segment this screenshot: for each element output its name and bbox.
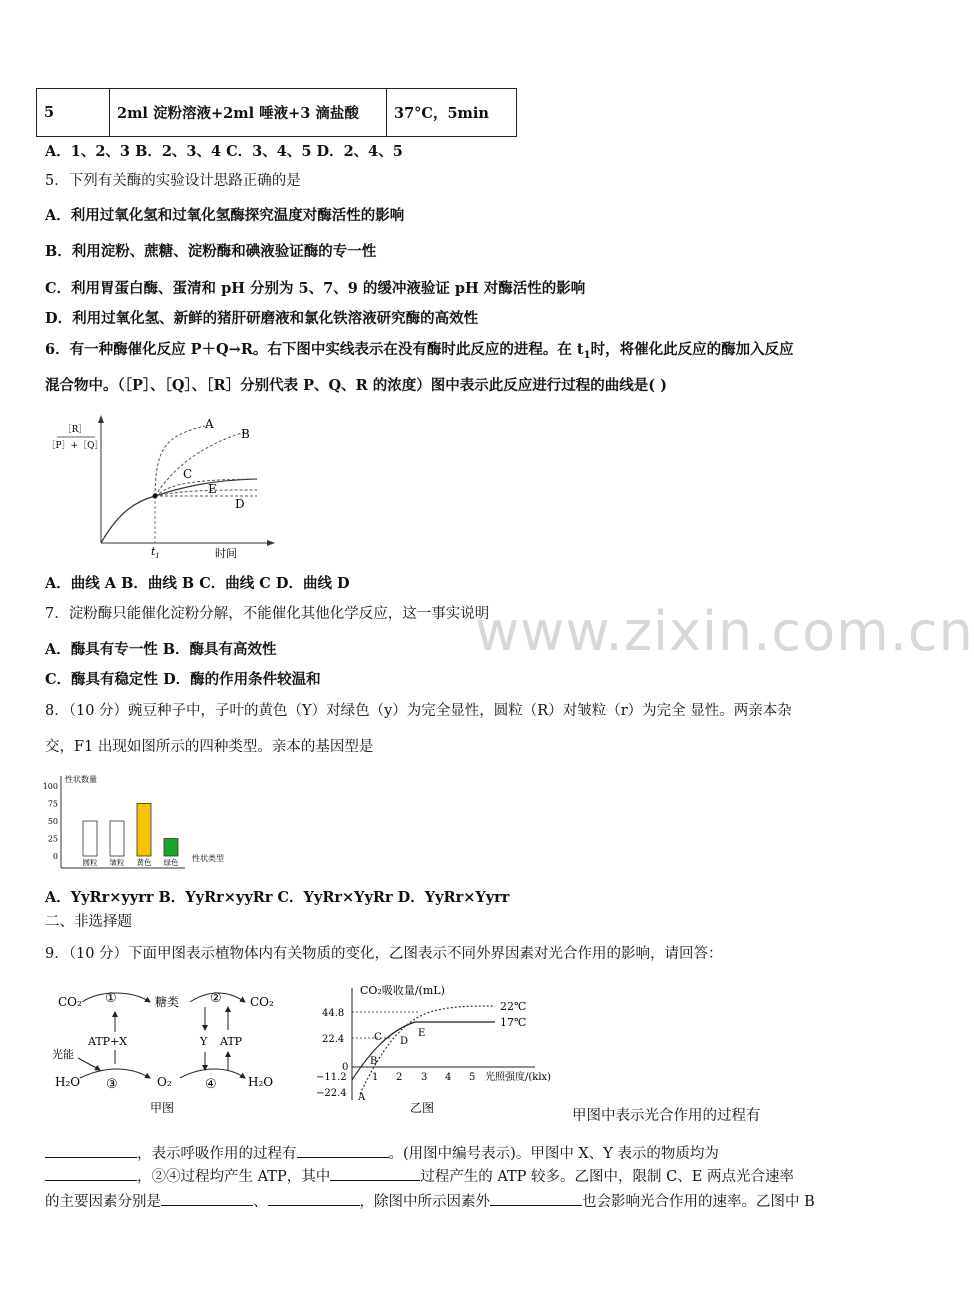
jia-h2o-right: H₂O [248, 1075, 274, 1089]
q8-stem-line2: 交，F1 出现如图所示的四种类型。亲本的基因型是 [45, 739, 374, 755]
bar-1 [110, 821, 124, 856]
q7-stem: 7．淀粉酶只能催化淀粉分解，不能催化其他化学反应，这一事实说明 [45, 606, 490, 622]
yi-xtick: 2 [396, 1072, 403, 1083]
jia-diagram [50, 982, 300, 1117]
q9-text: ，②④过程均产生 ATP，其中 [137, 1169, 331, 1185]
answer-blank[interactable] [45, 1142, 137, 1158]
table-cell: 5 [37, 89, 110, 137]
yi-ytick: 0 [342, 1062, 349, 1073]
q5-option-d: D．利用过氧化氢、新鲜的猪肝研磨液和氯化铁溶液研究酶的高效性 [45, 310, 479, 327]
bar-category-label: 黄色 [136, 858, 152, 867]
answer-blank[interactable] [330, 1165, 420, 1181]
q5-option-c: C．利用胃蛋白酶、蛋清和 pH 分别为 5、7、9 的缓冲液验证 pH 对酶活性的影响 [45, 280, 586, 297]
answer-blank[interactable] [161, 1190, 253, 1206]
yi-graph [310, 982, 570, 1117]
yi-xtick: 3 [421, 1072, 428, 1083]
bar-category-label: 圆粒 [82, 858, 98, 867]
yi-caption: 乙图 [410, 1101, 435, 1115]
bar-chart-ytick: 75 [47, 799, 58, 809]
q8-stem-line1: 8．（10 分）豌豆种子中，子叶的黄色（Y）对绿色（y）为完全显性，圆粒（R）对皱粒（r）为完全 显性。两亲本杂 [45, 703, 792, 719]
q6-options: A．曲线 A B．曲线 B C．曲线 C D．曲线 D [45, 575, 350, 592]
bar-chart-ytick: 50 [47, 817, 58, 826]
bar-2 [137, 804, 151, 857]
jia-o2: O₂ [157, 1075, 172, 1089]
jia-process-4: ④ [205, 1077, 217, 1092]
jia-process-2: ② [210, 991, 222, 1006]
jia-y: Y [200, 1035, 208, 1048]
table-cell: 2ml 淀粉溶液+2ml 唾液+3 滴盐酸 [110, 89, 387, 137]
experiment-table [36, 88, 517, 137]
fig-ylabel-top: ［R］ [62, 425, 88, 435]
jia-h2o-left: H₂O [55, 1075, 81, 1089]
yi-xlabel: 光照强度/(klx) [485, 1072, 552, 1083]
answer-blank[interactable] [490, 1190, 582, 1206]
answer-blank[interactable] [297, 1142, 389, 1158]
bar-chart-xlabel: 性状类型 [192, 854, 224, 863]
q5-option-a: A．利用过氧化氢和过氧化氢酶探究温度对酶活性的影响 [45, 207, 405, 224]
q9-line3 [45, 1165, 794, 1187]
yi-ytick: 44.8 [322, 1008, 345, 1019]
q5-stem: 5．下列有关酶的实验设计思路正确的是 [45, 173, 301, 189]
q6-stem-line2: 混合物中。（［P］、［Q］、［R］分别代表 P、Q、R 的浓度）图中表示此反应进行过程的曲线是( ) [45, 377, 668, 394]
yi-point-c: C [374, 1032, 382, 1043]
q6-stem-sub: 1 [583, 349, 591, 361]
yi-ylabel: CO₂吸收量/(mL) [360, 984, 445, 997]
f1-bar-chart [42, 770, 245, 882]
jia-process-1: ① [105, 991, 117, 1006]
answer-blank[interactable] [268, 1190, 360, 1206]
yi-ytick: −22.4 [316, 1088, 347, 1099]
jia-sugar: 糖类 [155, 995, 180, 1009]
bar-3 [164, 839, 178, 857]
q7-options-ab: A．酶具有专一性 B．酶具有高效性 [45, 641, 277, 658]
q9-text: 。(用图中编号表示)。甲图中 X、Y 表示的物质均为 [388, 1146, 719, 1162]
curve-label-a: A [205, 417, 214, 431]
yi-point-d: D [400, 1036, 409, 1047]
yi-legend-22: 22℃ [500, 1000, 527, 1013]
q9-text: 、 [253, 1194, 268, 1210]
watermark: www.zixin.com.cn [475, 600, 974, 663]
yi-xtick: 1 [372, 1072, 379, 1083]
bar-chart-ylabel: 性状数量 [65, 775, 97, 784]
bar-chart-ytick: 25 [47, 834, 58, 844]
yi-xtick: 4 [445, 1072, 452, 1083]
yi-point-b: B [370, 1056, 378, 1067]
jia-light-energy: 光能 [52, 1048, 74, 1061]
bar-0 [83, 821, 97, 856]
answer-blank[interactable] [45, 1165, 137, 1181]
fig-xlabel: 时间 [215, 547, 237, 560]
q4-options: A．1、2、3 B．2、3、4 C．3、4、5 D．2、4、5 [45, 143, 403, 160]
bar-chart-ytick: 100 [42, 782, 58, 791]
q7-options-cd: C．酶具有稳定性 D．酶的作用条件较温和 [45, 671, 321, 688]
q9-text: 过程产生的 ATP 较多。乙图中，限制 C、E 两点光合速率 [420, 1169, 794, 1185]
fig-t1: $t_1$ [151, 545, 160, 560]
q8-options: A．YyRr×yyrr B．YyRr×yyRr C．YyRr×YyRr D．YyRr×Yyrr [45, 889, 510, 906]
q9-text: ，除图中所示因素外 [359, 1194, 490, 1210]
bar-category-label: 皱粒 [109, 858, 125, 867]
jia-process-3: ③ [106, 1077, 118, 1092]
q9-text: 的主要因素分别是 [45, 1194, 161, 1210]
q5-option-b: B．利用淀粉、蔗糖、淀粉酶和碘液验证酶的专一性 [45, 243, 377, 260]
curve-solid [101, 479, 257, 543]
yi-legend-17: 17℃ [500, 1016, 527, 1029]
q9-line4 [45, 1190, 815, 1212]
q6-stem-line1 [45, 340, 794, 366]
q9-text: 也会影响光合作用的速率。乙图中 B [582, 1194, 815, 1210]
yi-point-a: A [358, 1092, 366, 1103]
section-heading: 二、非选择题 [45, 914, 132, 930]
yi-ytick: −11.2 [316, 1072, 347, 1083]
q9-line2 [45, 1142, 719, 1164]
q6-stem-a: 6．有一种酶催化反应 P＋Q→R。右下图中实线表示在没有酶时此反应的进程。在 t [45, 341, 584, 358]
reaction-curve-figure [45, 410, 285, 570]
q9-stem: 9．（10 分）下面甲图表示植物体内有关物质的变化，乙图表示不同外界因素对光合作用的影响，请回答： [45, 946, 723, 962]
curve-label-c: C [183, 467, 193, 481]
table-cell: 37°C，5min [387, 89, 517, 137]
curve-label-b: B [241, 427, 250, 441]
jia-caption: 甲图 [150, 1101, 175, 1115]
yi-xtick: 5 [469, 1072, 476, 1083]
curve-label-d: D [235, 497, 245, 511]
q9-text: ，表示呼吸作用的过程有 [137, 1146, 297, 1162]
curve-label-e: E [208, 482, 217, 496]
q9-line1-end: 甲图中表示光合作用的过程有 [572, 1108, 761, 1124]
q6-stem-b: 时，将催化此反应的酶加入反应 [590, 341, 794, 358]
yi-ytick: 22.4 [322, 1034, 345, 1045]
yi-point-e: E [418, 1028, 426, 1039]
bar-chart-ytick: 0 [52, 852, 58, 861]
curve-b [155, 432, 245, 496]
jia-co2-left: CO₂ [58, 995, 82, 1009]
jia-atp-x: ATP+X [88, 1035, 128, 1048]
jia-atp: ATP [220, 1035, 243, 1048]
table-row [37, 89, 517, 137]
bar-category-label: 绿色 [163, 858, 179, 867]
jia-co2-right: CO₂ [250, 995, 274, 1009]
fig-ylabel-bottom: ［P］+［Q］ [46, 441, 104, 451]
